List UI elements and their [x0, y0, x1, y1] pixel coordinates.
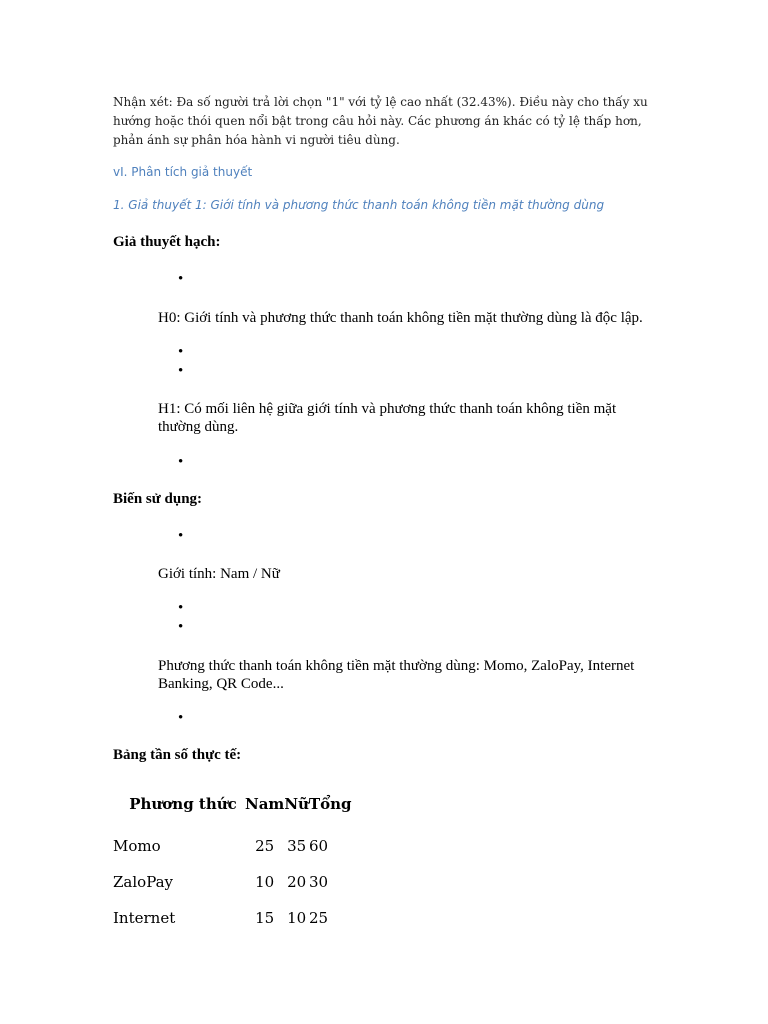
cell-female: 20	[287, 873, 307, 891]
table-row	[113, 864, 352, 900]
cell-female: 10	[287, 909, 307, 927]
bullet: •	[178, 600, 184, 616]
subsection-title: 1. Giả thuyết 1: Giới tính và phương thức thanh toán không tiền mặt thường dùng	[113, 198, 605, 212]
variable-gender: Giới tính: Nam / Nữ	[158, 566, 280, 582]
table-row	[113, 900, 352, 936]
header-total: Tổng	[308, 795, 352, 813]
cell-method: ZaloPay	[113, 873, 174, 891]
cell-total: 60	[308, 837, 329, 855]
bullet: •	[178, 619, 184, 635]
table-label: Bảng tần số thực tế:	[113, 747, 242, 763]
cell-method: Momo	[113, 837, 161, 855]
cell-male: 15	[255, 909, 275, 927]
bullet: •	[178, 363, 184, 379]
bullet: •	[178, 528, 184, 544]
cell-male: 25	[255, 837, 275, 855]
cell-method: Internet	[113, 909, 176, 927]
frequency-table	[113, 780, 352, 936]
variables-label: Biến sử dụng:	[113, 491, 203, 507]
section-title: vI. Phân tích giả thuyết	[113, 165, 253, 179]
cell-female: 35	[287, 837, 307, 855]
header-male: Nam	[245, 795, 285, 813]
table-header-row	[113, 780, 352, 828]
bullet: •	[178, 271, 184, 287]
cell-total: 30	[308, 873, 329, 891]
h1-text: H1: Có mối liên hệ giữa giới tính và phương thức thanh toán không tiền mặt thường dùng.	[158, 401, 617, 435]
bullet: •	[178, 344, 184, 360]
hypothesis-label: Giả thuyết hạch:	[113, 234, 221, 250]
variable-payment: Phương thức thanh toán không tiền mặt thường dùng: Momo, ZaloPay, Internet Banking, QR Code...	[158, 658, 635, 692]
header-female: Nữ	[284, 795, 309, 813]
bullet: •	[178, 710, 184, 726]
cell-male: 10	[255, 873, 275, 891]
table-row	[113, 828, 352, 864]
remark-paragraph: Nhận xét: Đa số người trả lời chọn "1" với tỷ lệ cao nhất (32.43%). Điều này cho thấy xu hướng hoặc thói quen nổi bật trong câu hỏi này. Các phương án khác có tỷ lệ thấp hơn, phản ánh sự phân hóa hành vi người tiêu dùng.	[113, 95, 648, 147]
cell-total: 25	[308, 909, 329, 927]
h0-text: H0: Giới tính và phương thức thanh toán không tiền mặt thường dùng là độc lập.	[158, 310, 643, 326]
bullet: •	[178, 454, 184, 470]
header-method: Phương thức	[129, 795, 237, 813]
